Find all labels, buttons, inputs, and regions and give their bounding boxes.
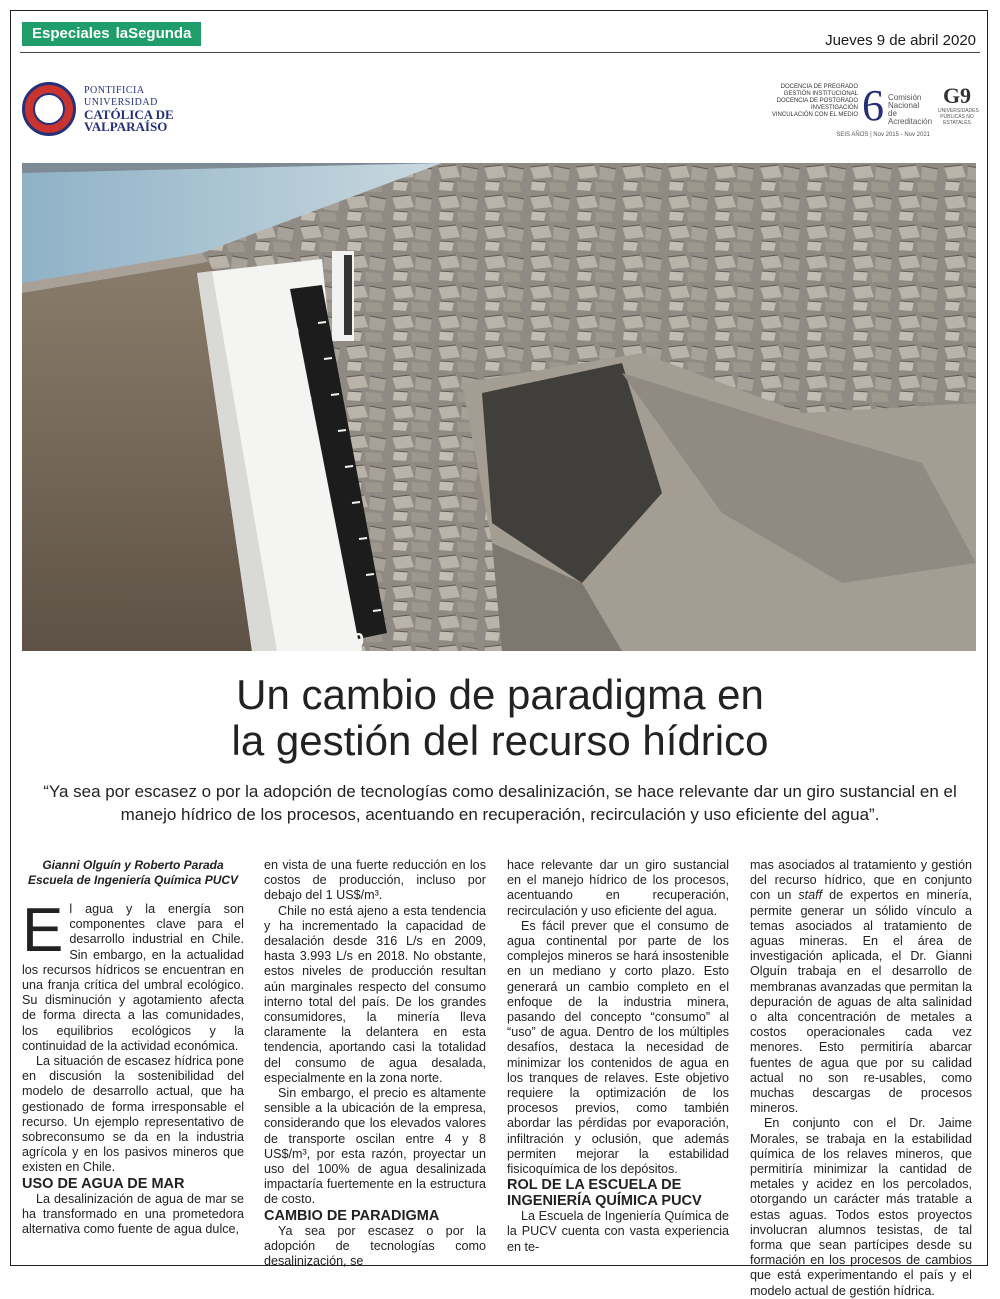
paragraph: Es fácil prever que el consumo de agua continental por parte de los complejos mineros se hará insostenible en un mediano y corto plazo. Esto generará un cambio completo en el enfoque de la industria minera, pasando del concepto “consumo” al “uso” de agua. Dentro de los múltiples desafíos, destaca la necesidad de minimizar los contenidos de agua en los tranques de relaves. Este objetivo requiere la optimización de los procesos previos, como también abordar las pérdidas por evaporación, infiltración y oclusión, que además permiten mejorar la estabilidad fisicoquímica de los depósitos. <box>507 918 729 1177</box>
subheading: CAMBIO DE PARADIGMA <box>264 1207 440 1224</box>
paragraph: En conjunto con el Dr. Jaime Morales, se trabaja en la estabilidad química de los relaves mineros, que permitiría minimizar la cantidad de metales y acidez en los percolados, otorgando un carácter más tratable a estas aguas. Todos estos proyectos involucran alumnos tesistas, de tal forma que sean partícipes desde su formación en los procesos de cambios que está experimentando el país y el modelo actual de gestión hídrica. <box>750 1116 972 1298</box>
accreditation-period: SEIS AÑOS | Nov 2015 - Nov 2021 <box>836 132 930 138</box>
drop-cap: E <box>22 896 64 965</box>
paragraph: La desalinización de agua de mar se ha transformado en una prometedora alternativa como fuente de agua dulce, <box>22 1191 244 1237</box>
gauge-label: 1 <box>343 608 355 630</box>
gauge-label: 7 <box>301 394 313 416</box>
gauge-label: 9 <box>288 322 300 344</box>
byline <box>22 858 244 888</box>
section-name: Especiales <box>32 25 110 42</box>
paragraph: mas asociados al tratamiento y gestión del recurso hídrico, que en conjunto con un staff de expertos en minería, permite generar un sólido vínculo a temas asociados al tratamiento de aguas mineras. En el área de investigación aplicada, el Dr. Gianni Olguín trabaja en el desarrollo de membranas avanzadas que permitan la depuración de aguas de alta salinidad o alta concentración de metales a costos operacionales cada vez menores. Esto permitiría abarcar fuentes de agua que por su calidad actual no son re-usables, como muchas descargas de procesos mineros. <box>750 858 973 1116</box>
headline-line-1: Un cambio de paradigma en <box>236 671 764 718</box>
reservoir-photo <box>22 163 976 651</box>
subheading: USO DE AGUA DE MAR <box>22 1175 185 1192</box>
issue-date: Jueves 9 de abril 2020 <box>825 32 976 49</box>
accreditation-areas: DOCENCIA DE PREGRADO GESTIÓN INSTITUCIONAL DOCENCIA DE POSTGRADO INVESTIGACIÓN VINCULACIÓN CON EL MEDIO <box>771 84 858 118</box>
gauge-label: 4 <box>322 502 334 524</box>
byline-school: Escuela de Ingeniería Química PUCV <box>27 873 239 887</box>
section-tag <box>22 22 201 46</box>
gauge-label: 5 <box>315 466 327 488</box>
article-column-1 <box>22 858 244 1237</box>
gauge-label: 2 <box>336 574 348 596</box>
paragraph: Chile no está ajeno a esta tendencia y ha incrementado la capacidad de desalación desde 316 L/s en 2009, hasta 3.993 L/s en 2018. No obstante, estos niveles de producción resultan aún marginales respecto del consumo interno total del país. De los grandes consumidores, la minería lleva claramente la delantera en esta tendencia, aportando casi la totalidad del consumo de agua desalada, especialmente en la zona norte. <box>264 903 486 1085</box>
university-seal-icon <box>22 82 76 136</box>
header-rule <box>20 52 980 53</box>
paragraph: Ya sea por escasez o por la adopción de tecnologías como desalinización, se <box>264 1223 486 1269</box>
paragraph: La situación de escasez hídrica pone en discusión la sostenibilidad del modelo de desarrollo actual, que ha gestionado de forma irresponsable el recurso. Un ejemplo representativo de sobreconsumo se da en la industria agrícola y en los pasivos mineros que existen en Chile. <box>22 1054 244 1175</box>
article-lead: “Ya sea por escasez o por la adopción de tecnologías como desalinización, se hace relevante dar un giro sustancial en el manejo hídrico de los procesos, acentuando en recuperación, recirculación y uso eficiente del agua”. <box>43 782 957 824</box>
university-name: PONTIFICIA UNIVERSIDAD CATÓLICA DE VALPARAÍSO <box>84 85 174 134</box>
accreditation-logos <box>748 81 979 130</box>
article-headline <box>0 672 1000 764</box>
byline-authors: Gianni Olguín y Roberto Parada <box>42 858 224 872</box>
paragraph: hace relevante dar un giro sustancial en el manejo hídrico de los procesos, acentuando en recuperación, recirculación y uso eficiente del agua. <box>507 858 729 918</box>
paragraph: La Escuela de Ingeniería Química de la PUCV cuenta con vasta experiencia en te- <box>507 1209 729 1254</box>
article-column-4 <box>750 858 972 1299</box>
article-column-3 <box>507 858 729 1255</box>
paragraph: Sin embargo, el precio es altamente sensible a la ubicación de la empresa, considerando que los elevados valores de transporte oscilan entre 4 y 8 US$/m³, por esta razón, proyectar un uso del 100% de agua desalinizada impactaría fuertemente en la estructura de costo. <box>264 1086 486 1207</box>
gauge-label: 3 <box>329 538 341 560</box>
gauge-label: 6 <box>308 430 320 452</box>
accreditation-agency: Comisión Nacional de Acreditación <box>888 93 933 126</box>
article-column-2 <box>264 858 486 1269</box>
gauge-label: 0 <box>353 630 365 651</box>
gauge-label: 8 <box>294 358 306 380</box>
paragraph: El agua y la energía son componentes clave para el desarrollo industrial en Chile. Sin embargo, en la actualidad los recursos hídricos se encuentran en una franja crítica del umbral ecológico. Su disminución y agotamiento afecta de forma directa a las comunidades, los equilibrios ecológicos y la continuidad de la actividad económica. <box>22 896 244 1053</box>
paragraph: en vista de una fuerte reducción en los costos de producción, incluso por debajo del 1 US$/m³. <box>264 858 486 903</box>
headline-line-2: la gestión del recurso hídrico <box>231 717 769 764</box>
newspaper-brand: laSegunda <box>115 25 192 42</box>
accreditation-years: 6 <box>862 81 884 130</box>
university-logo <box>22 76 174 142</box>
g9-logo: G9 UNIVERSIDADES PÚBLICAS NO ESTATALES <box>938 83 979 126</box>
subheading: ROL DE LA ESCUELA DE INGENIERÍA QUÍMICA PUCV <box>507 1177 702 1210</box>
